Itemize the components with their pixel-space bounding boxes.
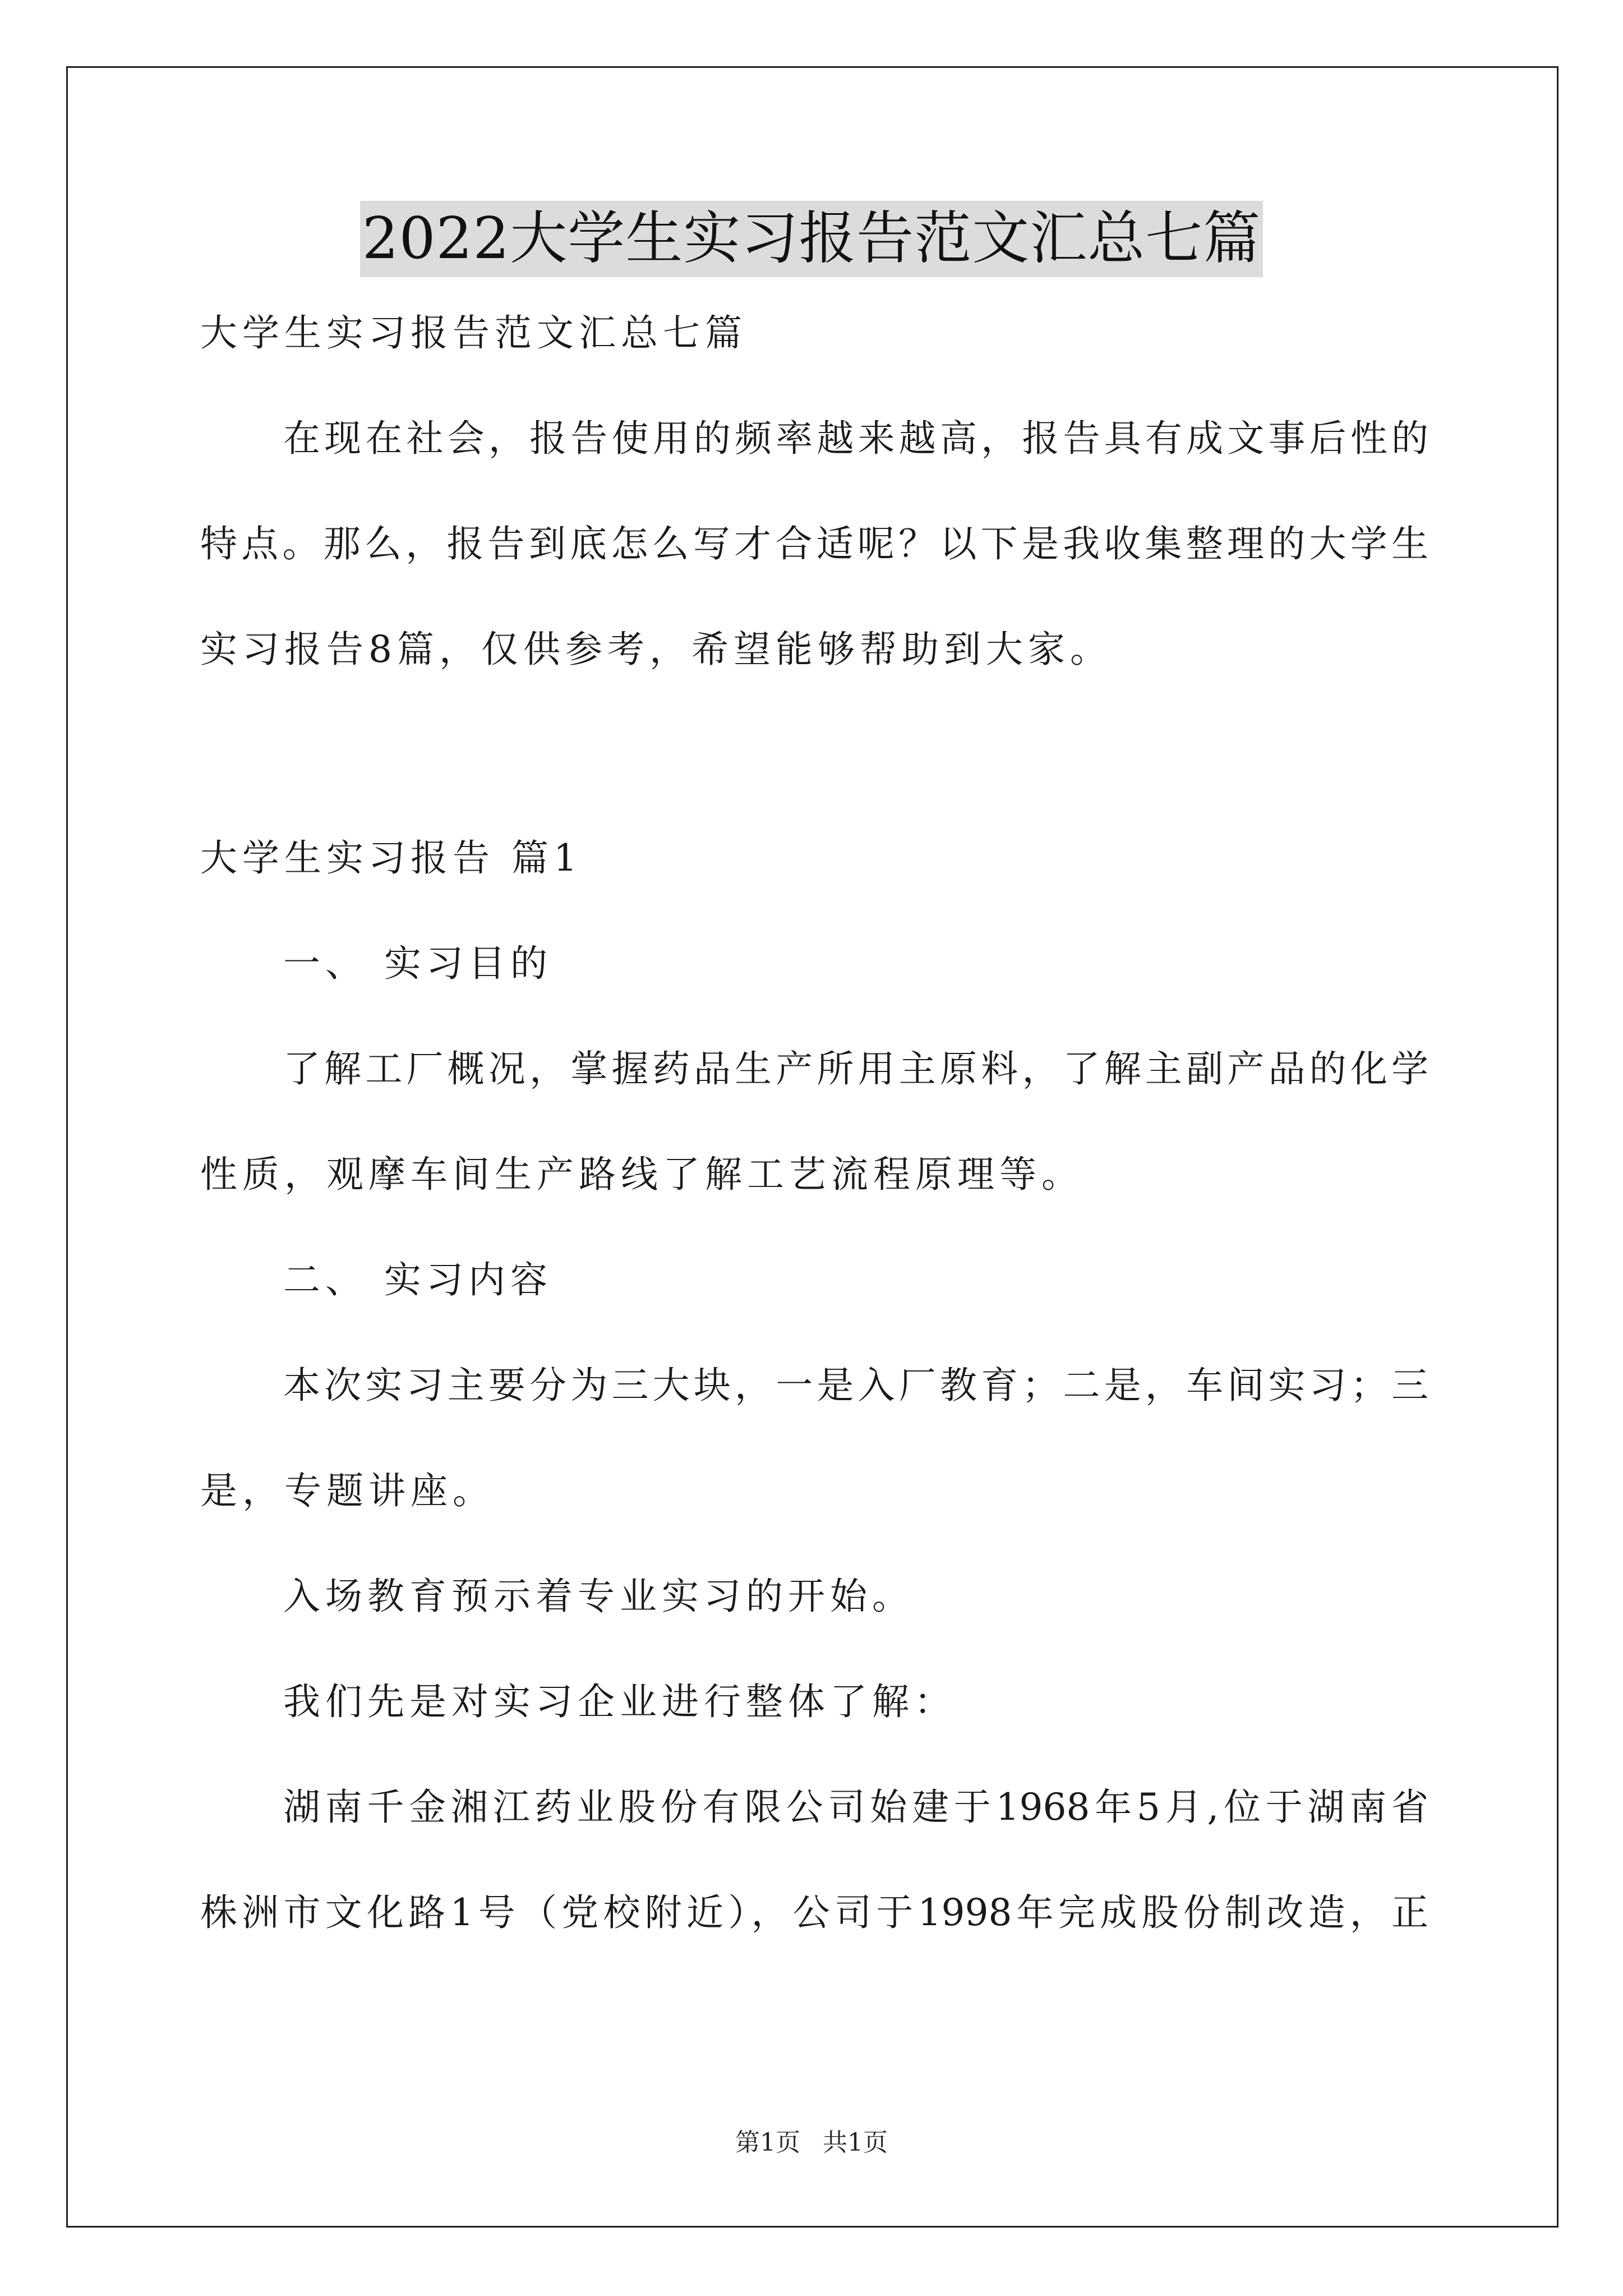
page-number-current: 第1页: [735, 2128, 800, 2157]
document-body: [200, 307, 1428, 1939]
paragraph-line: 实习报告8篇，仅供参考，希望能够帮助到大家。: [200, 628, 1112, 671]
paragraph-line: 入场教育预示着专业实习的开始。: [283, 1575, 914, 1618]
paragraph-line: 了解工厂概况，掌握药品生产所用主原料，了解主副产品的化学: [283, 1047, 1428, 1091]
paragraph-line: 是，专题讲座。: [200, 1469, 495, 1512]
document-title: 2022大学生实习报告范文汇总七篇: [360, 201, 1264, 277]
paragraph-line: 湖南千金湘江药业股份有限公司始建于1968年5月,位于湖南省: [283, 1786, 1428, 1829]
paragraph-line: 株洲市文化路1号（党校附近），公司于1998年完成股份制改造，正: [200, 1891, 1428, 1934]
section-heading: 大学生实习报告 篇1: [200, 836, 582, 880]
title-container: [0, 201, 1623, 277]
page-footer: [0, 2127, 1623, 2159]
page-number-total: 共1页: [823, 2128, 888, 2157]
paragraph-line: 本次实习主要分为三大块，一是入厂教育；二是，车间实习；三: [283, 1364, 1428, 1407]
subsection-heading: 二、 实习内容: [283, 1258, 552, 1301]
paragraph-line: 特点。那么，报告到底怎么写才合适呢？以下是我收集整理的大学生: [200, 522, 1428, 565]
paragraph-line: 性质，观摩车间生产路线了解工艺流程原理等。: [200, 1153, 1083, 1196]
paragraph-line: 在现在社会，报告使用的频率越来越高，报告具有成文事后性的: [283, 417, 1428, 460]
intro-heading: 大学生实习报告范文汇总七篇: [200, 311, 747, 355]
subsection-heading: 一、 实习目的: [283, 942, 552, 985]
paragraph-line: 我们先是对实习企业进行整体了解：: [283, 1680, 956, 1723]
